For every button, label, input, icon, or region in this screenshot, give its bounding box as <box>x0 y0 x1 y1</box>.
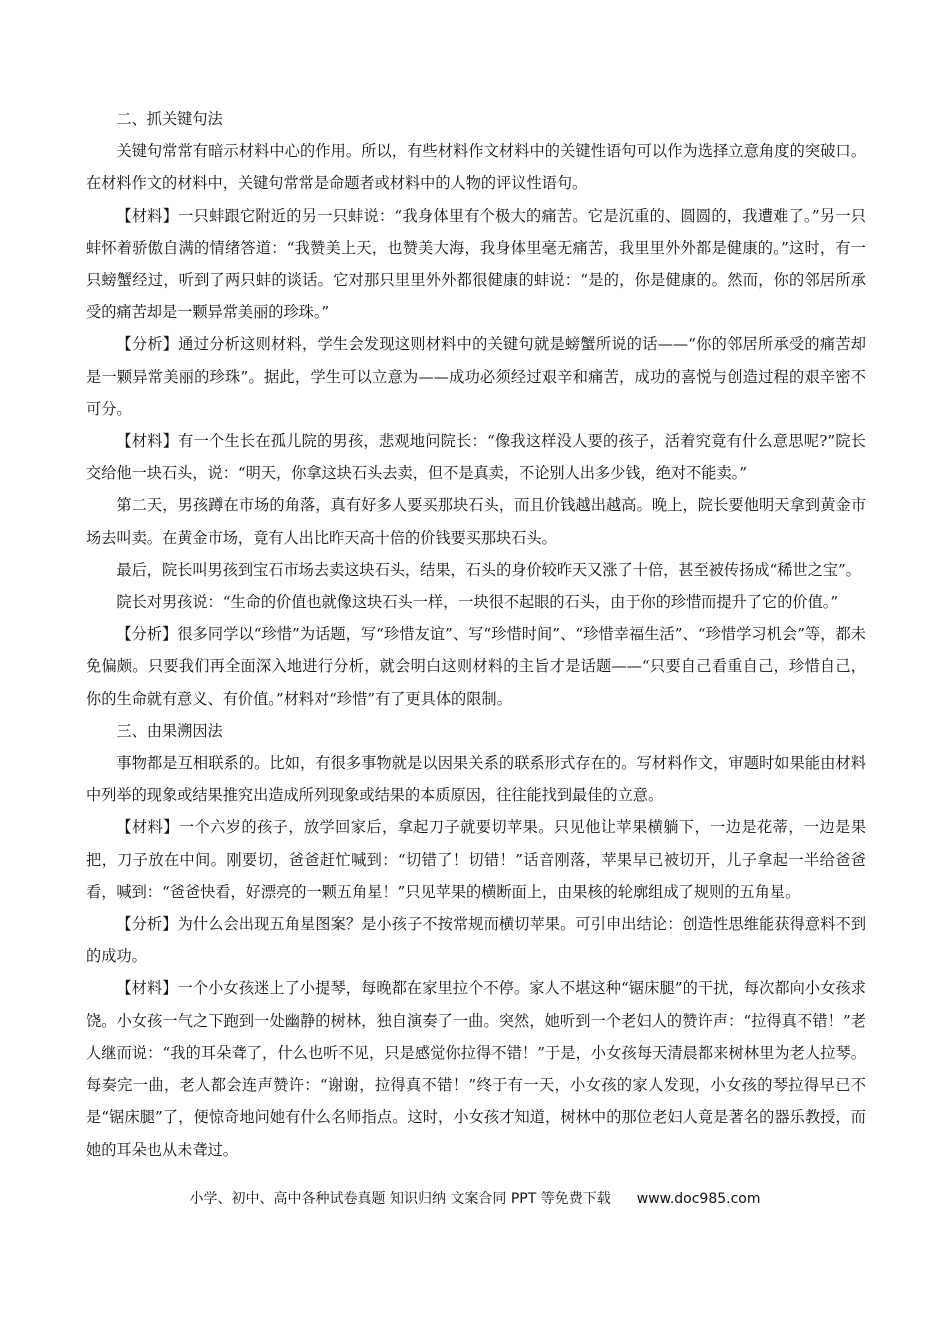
paragraph: 第二天，男孩蹲在市场的角落，真有好多人要买那块石头，而且价钱越出越高。晚上，院长要他明天拿到黄金市场去叫卖。在黄金市场，竟有人出比昨天高十倍的价钱要买那块石头。 <box>86 496 866 547</box>
section-heading-key-sentence: 二、抓关键句法 <box>116 110 223 128</box>
analysis-paragraph: 【分析】为什么会出现五角星图案？是小孩子不按常规而横切苹果。可引申出结论：创造性思维能获得意料不到的成功。 <box>86 915 866 966</box>
paragraph: 事物都是互相联系的。比如，有很多事物就是以因果关系的联系形式存在的。写材料作文，审题时如果能由材料中列举的现象或结果推究出造成所列现象或结果的本质原因，往往能找到最佳的立意。 <box>86 754 866 805</box>
paragraph: 关键句常常有暗示材料中心的作用。所以，有些材料作文材料中的关键性语句可以作为选择立意角度的突破口。在材料作文的材料中，关键句常常是命题者或材料中的人物的评议性语句。 <box>86 142 866 193</box>
paragraph: 院长对男孩说：“生命的价值也就像这块石头一样，一块很不起眼的石头，由于你的珍惜而提升了它的价值。” <box>116 593 839 612</box>
footer-text: 小学、初中、高中各种试卷真题 知识归纳 文案合同 PPT 等免费下载 <box>189 1191 611 1207</box>
analysis-paragraph: 【分析】很多同学以“珍惜”为话题，写“珍惜友谊”、写“珍惜时间”、“珍惜幸福生活”、“珍惜学习机会”等，都未免偏颇。只要我们再全面深入地进行分析，就会明白这则材料的主旨才是话题——“只要自己看重自己，珍惜自己，你的生命就有意义、有价值。”材料对“珍惜”有了更具体的限制。 <box>86 625 866 708</box>
material-paragraph: 【材料】一个小女孩迷上了小提琴，每晚都在家里拉个不停。家人不堪这种“锯床腿”的干扰，每次都向小女孩求饶。小女孩一气之下跑到一处幽静的树林，独自演奏了一曲。突然，她听到一个老妇人的赞许声：“拉得真不错！”老人继而说：“我的耳朵聋了，什么也听不见，只是感觉你拉得不错！”于是，小女孩每天清晨都来树林里为老人拉琴。每奏完一曲，老人都会连声赞许：“谢谢，拉得真不错！”终于有一天，小女孩的家人发现，小女孩的琴拉得早已不是“锯床腿”了，便惊奇地问她有什么名师指点。这时，小女孩才知道，树林中的那位老妇人竟是著名的器乐教授，而她的耳朵也从未聋过。 <box>86 979 866 1159</box>
section-heading-cause-effect: 三、由果溯因法 <box>116 721 223 740</box>
document-body <box>86 103 866 1166</box>
material-paragraph: 【材料】一个六岁的孩子，放学回家后，拿起刀子就要切苹果。只见他让苹果横躺下，一边是花蒂，一边是果把，刀子放在中间。刚要切，爸爸赶忙喊到：“切错了！切错！”话音刚落，苹果早已被切开，儿子拿起一半给爸爸看，喊到：“爸爸快看，好漂亮的一颗五角星！”只见苹果的横断面上，由果核的轮廓组成了规则的五角星。 <box>86 818 866 901</box>
paragraph: 最后，院长叫男孩到宝石市场去卖这块石头，结果，石头的身价较昨天又涨了十倍，甚至被传扬成“稀世之宝”。 <box>116 560 861 579</box>
analysis-paragraph: 【分析】通过分析这则材料，学生会发现这则材料中的关键句就是螃蟹所说的话——“你的邻居所承受的痛苦却是一颗异常美丽的珍珠”。据此，学生可以立意为——成功必须经过艰辛和痛苦，成功的喜悦与创造过程的艰辛密不可分。 <box>86 335 866 418</box>
footer-link[interactable]: www.doc985.com <box>636 1191 761 1207</box>
page-footer <box>0 1188 950 1208</box>
material-paragraph: 【材料】一只蚌跟它附近的另一只蚌说：“我身体里有个极大的痛苦。它是沉重的、圆圆的，我遭难了。”另一只蚌怀着骄傲自满的情绪答道：“我赞美上天，也赞美大海，我身体里毫无痛苦，我里里外外都是健康的。”这时，有一只螃蟹经过，听到了两只蚌的谈话。它对那只里里外外都很健康的蚌说：“是的，你是健康的。然而，你的邻居所承受的痛苦却是一颗异常美丽的珍珠。” <box>86 206 866 322</box>
material-paragraph: 【材料】有一个生长在孤儿院的男孩，悲观地问院长：“像我这样没人要的孩子，活着究竟有什么意思呢?”院长交给他一块石头，说：“明天，你拿这块石头去卖，但不是真卖，不论别人出多少钱，绝对不能卖。” <box>86 432 866 483</box>
